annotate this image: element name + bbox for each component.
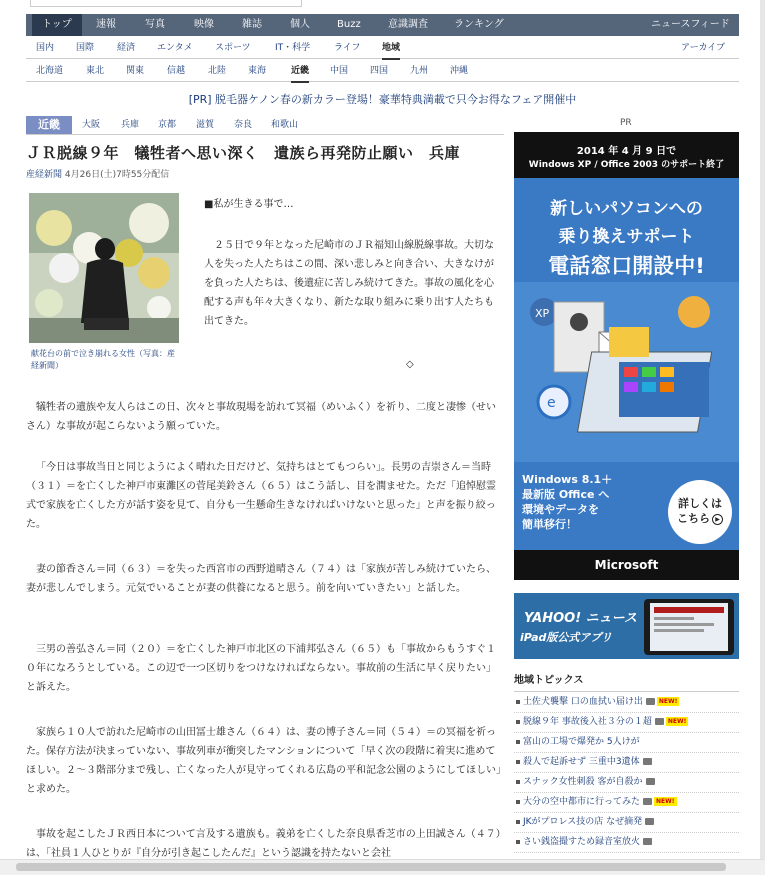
region-tab-hyogo[interactable]: 兵庫 <box>121 120 140 130</box>
ad-headline-1: 新しいパソコンへの <box>550 199 703 219</box>
camera-icon <box>646 698 655 705</box>
article-paragraph-1: 犠牲者の遺族や友人らはこの日、次々と事故現場を訪れて冥福（めいふく）を祈り、二度と凄惨（せいさん）な事故が起こらないよう願っていた。 <box>26 402 496 432</box>
nav3-hokkaido[interactable]: 北海道 <box>36 66 64 76</box>
article-intro: ２５日で９年となった尼崎市のＪＲ福知山線脱線事故。大切な人を失った人たちはこの間、深い悲しみと向き合い、大きなけがを負った人たちは、後遺症に苦しみ続けてきた。事故の風化を心配する声も年々大きくなり、新たな取り組みに乗り出す人たちも出てきた。 <box>204 240 494 327</box>
nav-buzz[interactable]: Buzz <box>337 19 361 30</box>
topic-item-1[interactable] <box>514 692 739 713</box>
mourning-woman-image <box>29 193 179 343</box>
nav3-hokuriku[interactable]: 北陸 <box>208 66 227 76</box>
ad-orange-text <box>522 472 672 532</box>
nav-top[interactable]: トップ <box>32 14 82 36</box>
topic-item-1-text[interactable]: 土佐犬襲撃 口の血拭い届け出 <box>523 697 643 707</box>
nav-news-feed[interactable]: ニュースフィード <box>651 19 730 30</box>
ad-xp-badge: XP <box>535 307 550 320</box>
horizontal-scrollbar-thumb[interactable] <box>16 863 726 871</box>
ad-headline-2: 乗り換えサポート <box>558 227 695 247</box>
ad-illustration-icon <box>514 282 739 462</box>
camera-icon <box>645 818 654 825</box>
regional-topics-title: 地域トピックス <box>514 671 739 692</box>
bullet-icon <box>516 780 520 784</box>
nav2-international[interactable]: 国際 <box>76 43 95 53</box>
top-strip <box>0 0 765 12</box>
nav3-kyushu[interactable]: 九州 <box>410 66 429 76</box>
yahoo-ipad-app-ad[interactable] <box>514 593 739 659</box>
article-paragraph-2: 「今日は事故当日と同じようによく晴れた日だけど、気持ちはとてもつらい」。長男の吉崇さん＝当時（３１）＝を亡くした神戸市東灘区の菅尾美鈴さん（６５）はこう話し、目を潤ませた。ただ「追悼慰霊式で家族を亡くした方が話す姿を見て、自分も一生懸命生きなければいけないと思った」と声を振り絞った。 <box>26 462 496 530</box>
topic-item-4-text[interactable]: 殺人で起訴せず 三重中3遺体 <box>523 757 640 767</box>
nav-personal[interactable]: 個人 <box>290 19 310 30</box>
ad-brand: Microsoft <box>514 550 739 580</box>
new-badge: NEW! <box>656 798 675 805</box>
topic-item-2-text[interactable]: 脱線９年 事故後入社３分の１超 <box>523 717 652 727</box>
ad-orange-2: 最新版 Office へ <box>522 488 610 501</box>
ad-orange-1: Windows 8.1＋ <box>522 473 613 486</box>
article-paragraph-4: 三男の善弘さん＝同（２０）＝を亡くした神戸市北区の下浦邦弘さん（６５）も「事故からもうすぐ１０年になろうとしている。この辺で一つ区切りをつけなければならない。事故前の生活に早く戻りたい」と訴えた。 <box>26 644 496 693</box>
camera-icon <box>646 778 655 785</box>
region-tabs <box>26 116 504 135</box>
nav3-chugoku[interactable]: 中国 <box>330 66 349 76</box>
new-badge: NEW! <box>658 698 678 705</box>
article-datetime: 4月26日(土)7時55分配信 <box>64 170 170 180</box>
ad-details-button[interactable] <box>668 480 732 544</box>
primary-nav <box>26 14 739 36</box>
nav-photo[interactable]: 写真 <box>145 19 165 30</box>
section-separator: ◇ <box>406 359 414 370</box>
topic-item-8[interactable] <box>514 832 739 853</box>
bullet-icon <box>516 700 520 704</box>
topic-item-5[interactable] <box>514 772 739 793</box>
topic-item-6[interactable] <box>514 792 739 813</box>
nav3-tokai[interactable]: 東海 <box>248 66 267 76</box>
play-circle-icon: ▶ <box>712 514 723 525</box>
pr-ad-text[interactable]: [PR] 脱毛器ケノン春の新カラー登場！豪華特典満載で只今お得なフェア開催中 <box>188 93 577 106</box>
bullet-icon <box>516 760 520 764</box>
topic-item-6-text[interactable]: 大分の空中都市に行ってみた <box>523 797 641 807</box>
ipad-ad-brand: YAHOO! ニュース <box>524 611 638 626</box>
tertiary-nav <box>26 61 739 82</box>
ad-orange-3: 環境やデータを <box>522 503 599 516</box>
article-paragraph-6: 事故を起こしたＪＲ西日本について言及する遺族も。義弟を亡くした奈良県香芝市の上田誠さん（４７）は、「社員１人ひとりが『自分が引き起こしたんだ』という認識を持たないと会社 <box>26 829 501 859</box>
microsoft-ad-banner[interactable] <box>514 132 739 580</box>
nav-magazine[interactable]: 雑誌 <box>242 19 262 30</box>
photo-caption[interactable]: 献花台の前で泣き崩れる女性（写真：産経新聞） <box>31 349 175 370</box>
ipad-ad-subtitle: iPad版公式アプリ <box>520 631 612 644</box>
region-tab-kinki[interactable]: 近畿 <box>26 116 72 134</box>
nav2-archive[interactable]: アーカイブ <box>681 43 726 53</box>
ad-details-label-1: 詳しくは <box>678 497 722 510</box>
nav2-region[interactable]: 地域 <box>382 38 400 60</box>
horizontal-scrollbar[interactable] <box>0 859 765 875</box>
nav-survey[interactable]: 意識調査 <box>388 19 428 30</box>
topic-item-5-text[interactable]: スナック女性刺殺 客が自殺か <box>523 777 643 787</box>
nav2-entertainment[interactable]: エンタメ <box>157 43 193 53</box>
region-tab-nara[interactable]: 奈良 <box>234 120 253 130</box>
region-tab-shiga[interactable]: 滋賀 <box>196 120 215 130</box>
region-tab-kyoto[interactable]: 京都 <box>158 120 177 130</box>
nav3-tohoku[interactable]: 東北 <box>86 66 105 76</box>
vertical-scrollbar[interactable] <box>760 0 765 874</box>
new-badge: NEW! <box>667 718 687 725</box>
search-box-edge <box>30 0 302 7</box>
camera-icon <box>643 838 652 845</box>
nav2-it-science[interactable]: IT・科学 <box>275 43 311 53</box>
ad-orange-4: 簡単移行！ <box>522 518 577 531</box>
topic-item-2[interactable] <box>514 712 739 733</box>
svg-text:e: e <box>547 395 556 411</box>
pr-ad-link[interactable] <box>0 91 765 107</box>
nav3-kinki[interactable]: 近畿 <box>291 61 309 83</box>
ad-header <box>514 132 739 178</box>
topic-item-7[interactable] <box>514 812 739 833</box>
bullet-icon <box>516 800 520 804</box>
bullet-icon <box>516 720 520 724</box>
secondary-nav <box>26 38 739 59</box>
pr-label: PR <box>620 118 632 128</box>
nav3-okinawa[interactable]: 沖縄 <box>450 66 469 76</box>
ad-eol-line: Windows XP / Office 2003 のサポート終了 <box>528 160 725 170</box>
nav3-shikoku[interactable]: 四国 <box>370 66 389 76</box>
nav2-economy[interactable]: 経済 <box>117 43 136 53</box>
ad-details-label-row <box>668 511 732 526</box>
nav-breaking[interactable]: 速報 <box>96 19 116 30</box>
article-source-link[interactable]: 産経新聞 <box>26 170 63 180</box>
bullet-icon <box>516 740 520 744</box>
nav2-life[interactable]: ライフ <box>334 43 361 53</box>
bullet-icon <box>516 820 520 824</box>
topic-item-4[interactable] <box>514 752 739 773</box>
nav-video[interactable]: 映像 <box>194 19 214 30</box>
camera-icon <box>643 798 652 805</box>
nav2-domestic[interactable]: 国内 <box>36 43 55 53</box>
camera-icon <box>655 718 664 725</box>
nav3-kanto[interactable]: 関東 <box>126 66 145 76</box>
article-lead: ■私が生きる事で… <box>204 199 294 210</box>
region-tab-wakayama[interactable]: 和歌山 <box>271 120 299 130</box>
article-paragraph-3: 妻の節香さん＝同（６３）＝を失った西宮市の西野道晴さん（７４）は「家族が苦しみ続けていたら、妻が悲しんでしまう。元気でいることが妻の供養になると思う。前を向いていきたい」と話した。 <box>26 564 496 594</box>
region-tab-osaka[interactable]: 大阪 <box>82 120 101 130</box>
article-paragraph-5: 家族ら１０人で訪れた尼崎市の山田冨士雄さん（６４）は、妻の博子さん＝同（５４）＝の冥福を祈った。保存方法が決まっていない、事故列車が衝突したマンションについて「早く次の段階に着実に進めてほしい。２～３階部分まで残し、亡くなった人が見守ってくれる広島の平和記念公園のようにしてほしい」と求めた。 <box>26 727 501 795</box>
topic-item-3[interactable] <box>514 732 739 753</box>
nav2-sports[interactable]: スポーツ <box>215 43 251 53</box>
nav3-shinetsu[interactable]: 信越 <box>167 66 186 76</box>
ad-headline-3: 電話窓口開設中! <box>548 254 705 278</box>
camera-icon <box>643 758 652 765</box>
topic-item-8-text[interactable]: さい銭盗撮すため録音室放火 <box>523 837 641 847</box>
article-byline <box>26 167 169 180</box>
topic-item-7-text[interactable]: JKがプロレス技の店 なぜ摘発 <box>523 817 643 827</box>
topic-item-3-text[interactable]: 富山の工場で爆発か 5人けが <box>523 737 640 747</box>
nav-ranking[interactable]: ランキング <box>454 19 504 30</box>
ad-details-label-2: こちら <box>677 512 710 525</box>
ipad-ad-background-icon <box>514 593 739 659</box>
bullet-icon <box>516 840 520 844</box>
ad-date-line: 2014 年 4 月 9 日で <box>576 146 677 157</box>
article-headline: ＪＲ脱線９年 犠牲者へ思い深く 遺族ら再発防止願い 兵庫 <box>26 144 461 162</box>
article-photo[interactable] <box>29 193 179 343</box>
